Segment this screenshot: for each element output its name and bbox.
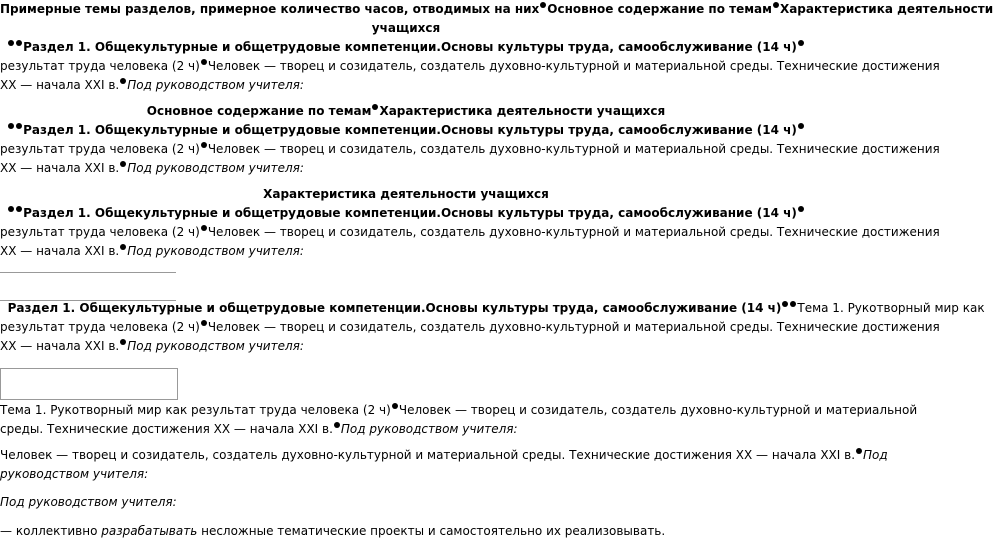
century-text: ХХ — начала ХХI в. [0, 339, 120, 353]
theme-line [0, 140, 940, 159]
bullet-icon [120, 339, 126, 345]
heading-text-2: Основное содержание по темам [547, 2, 772, 16]
bullet-icon [540, 2, 546, 8]
century-text: ХХ — начала ХХI в. [0, 161, 120, 175]
section-theme-line [0, 299, 985, 318]
main-heading [0, 0, 993, 19]
final-line [0, 522, 812, 541]
theme-text: результат труда человека (2 ч) [0, 142, 200, 156]
final-verb: разрабатывать [101, 524, 198, 538]
block-7 [0, 493, 812, 512]
divider-line [0, 272, 176, 273]
section-title: Раздел 1. Общекультурные и общетрудовые компетенции. [23, 40, 441, 54]
heading-text-1: Примерные темы разделов, примерное количество часов, отводимых на них [0, 2, 540, 16]
bullet-icon [798, 123, 804, 129]
bullet-icon [782, 301, 788, 307]
guidance-text: Под руководством учителя: [340, 422, 518, 436]
theme-line [0, 401, 918, 420]
bullet-icon [798, 40, 804, 46]
env-text: среды. Технические достижения ХХ — начала ХХI в. [0, 422, 333, 436]
final-prefix: — коллективно [0, 524, 102, 538]
main-heading-cont: учащихся [371, 21, 441, 35]
bullet-icon [201, 142, 207, 148]
century-line [0, 337, 812, 356]
heading-3: Характеристика деятельности учащихся [263, 187, 549, 201]
final-rest: несложные тематические проекты и самостоятельно их реализовывать. [197, 524, 666, 538]
heading-2 [0, 102, 812, 121]
bullet-icon [16, 123, 22, 129]
block-6 [0, 446, 888, 484]
century-text: ХХ — начала ХХI в. [0, 78, 120, 92]
theme-text: результат труда человека (2 ч) [0, 320, 200, 334]
section-subtitle: Основы культуры труда, самообслуживание (14 ч) [441, 206, 797, 220]
section-line [0, 38, 812, 57]
section-title: Раздел 1. Общекультурные и общетрудовые компетенции. [23, 206, 441, 220]
bullet-icon [372, 104, 378, 110]
bullet-icon [8, 40, 14, 46]
block-5 [0, 401, 918, 439]
theme-line [0, 223, 940, 242]
empty-box [0, 368, 178, 400]
section-subtitle: Основы культуры труда, самообслуживание (14 ч) [441, 40, 797, 54]
man-text: Человек — творец и созидатель, создатель духовно-культурной и материальной среды. Технические достижения ХХ — начала ХХI в. [0, 448, 856, 462]
guidance-text: Под руководством учителя: [127, 244, 304, 258]
man-text: Человек — творец и созидатель, создатель духовно-культурной и материальной среды. Технические достижения [207, 225, 940, 239]
guidance-text: Под руководством учителя: [127, 339, 304, 353]
man-text: Человек — творец и созидатель, создатель духовно-культурной и материальной среды. Технические достижения [207, 320, 940, 334]
century-text: ХХ — начала ХХI в. [0, 244, 120, 258]
theme-text: результат труда человека (2 ч) [0, 59, 200, 73]
section-subtitle: Основы культуры труда, самообслуживание (14 ч) [441, 123, 797, 137]
section-line [0, 121, 812, 140]
century-line [0, 76, 812, 95]
bullet-icon [856, 448, 862, 454]
bullet-icon [773, 2, 779, 8]
bullet-icon [120, 244, 126, 250]
bullet-icon [8, 123, 14, 129]
man-text: Человек — творец и созидатель, создатель духовно-культурной и материальной среды. Технические достижения [207, 59, 940, 73]
bullet-icon [790, 301, 796, 307]
bullet-icon [334, 422, 340, 428]
bullet-icon [392, 403, 398, 409]
bullet-icon [798, 206, 804, 212]
bullet-icon [16, 206, 22, 212]
theme-line [0, 57, 940, 76]
section-line [0, 204, 812, 223]
env-line [0, 420, 812, 439]
intro-block [0, 0, 993, 95]
man-text: Человек — творец и созидатель, создатель духовно-культурной и материальной [398, 403, 918, 417]
theme-text: результат труда человека (2 ч) [0, 225, 200, 239]
guidance-text: Под руководством учителя: [127, 78, 304, 92]
heading-text-3: Характеристика деятельности [779, 2, 993, 16]
guidance-line: руководством учителя: [0, 467, 149, 481]
guidance-start: Под [863, 448, 888, 462]
bullet-icon [201, 59, 207, 65]
bullet-icon [8, 206, 14, 212]
guidance-line: Под руководством учителя: [0, 495, 177, 509]
theme-start-text: Тема 1. Рукотворный мир как [797, 301, 985, 315]
man-text: Человек — творец и созидатель, создатель духовно-культурной и материальной среды. Технические достижения [207, 142, 940, 156]
bullet-icon [120, 78, 126, 84]
theme-full-text: Тема 1. Рукотворный мир как результат труда человека (2 ч) [0, 403, 391, 417]
bullet-icon [201, 320, 207, 326]
block-3 [0, 185, 940, 261]
section-title: Раздел 1. Общекультурные и общетрудовые компетенции. [23, 123, 441, 137]
bullet-icon [201, 225, 207, 231]
theme-line [0, 318, 940, 337]
section-subtitle: Основы культуры труда, самообслуживание (14 ч) [425, 301, 782, 315]
century-line [0, 242, 812, 261]
man-line [0, 446, 888, 465]
bullet-icon [120, 161, 126, 167]
section-title: Раздел 1. Общекультурные и общетрудовые компетенции. [7, 301, 426, 315]
bullet-icon [16, 40, 22, 46]
block-2 [0, 102, 940, 178]
heading-2-text-2: Характеристика деятельности учащихся [379, 104, 666, 118]
block-8 [0, 522, 812, 541]
block-4 [0, 299, 985, 356]
heading-2-text-1: Основное содержание по темам [146, 104, 372, 118]
century-line [0, 159, 812, 178]
guidance-text: Под руководством учителя: [127, 161, 304, 175]
